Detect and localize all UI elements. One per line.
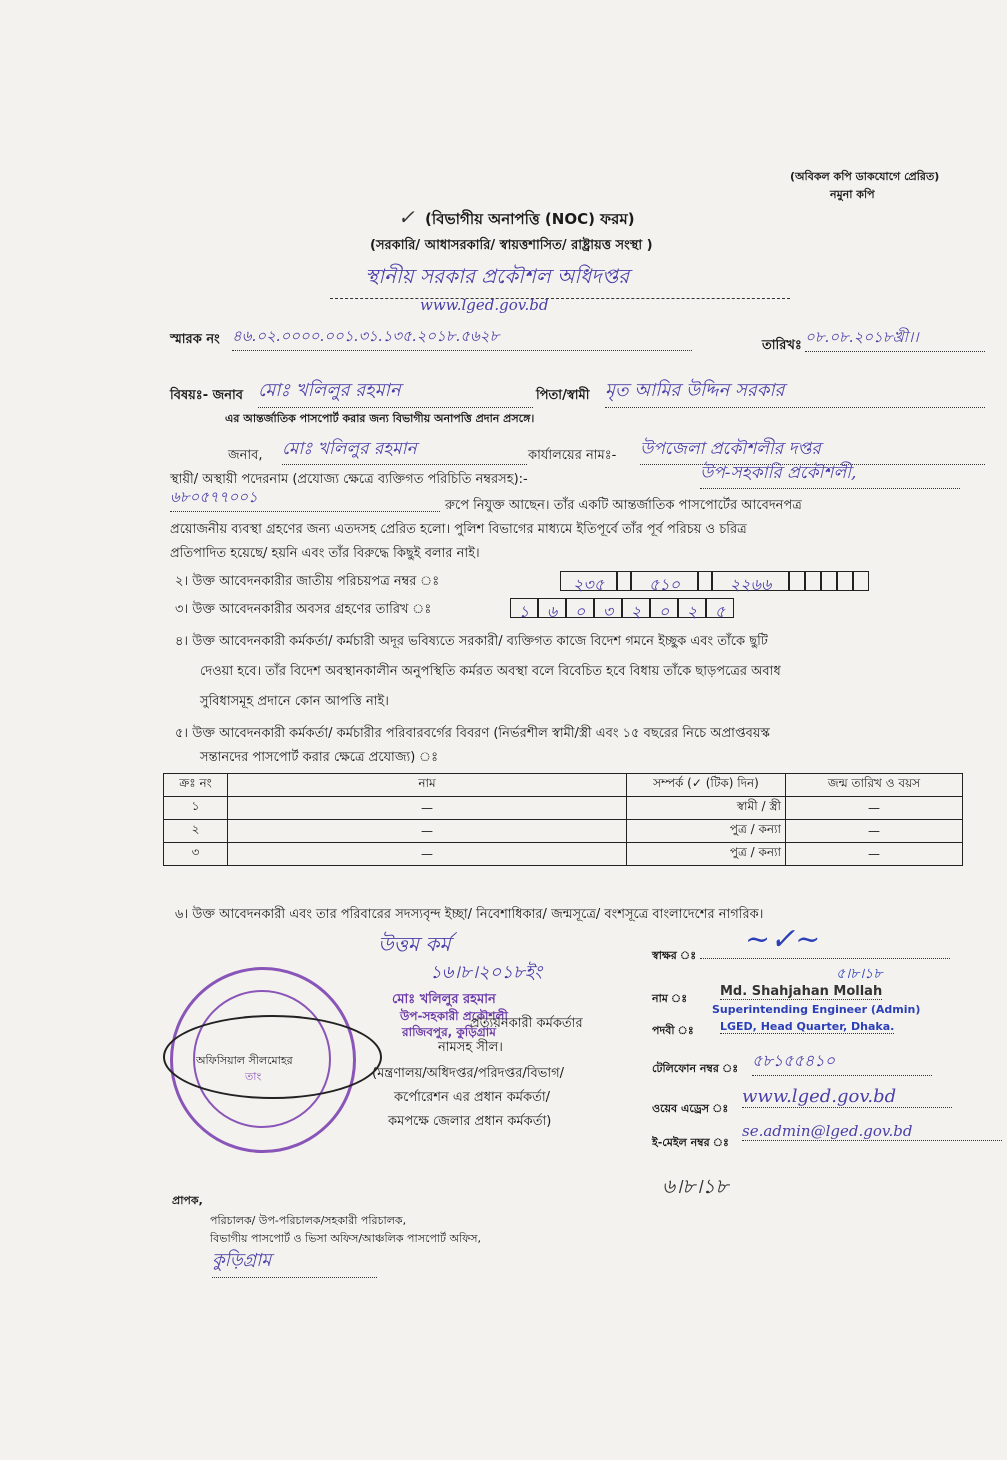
left-sign-date: ১৬।৮।২০১৮ইং (430, 962, 542, 983)
father-label: পিতা/স্বামী (536, 388, 590, 403)
subject-label: বিষয়ঃ- জনাব (170, 388, 244, 403)
nid-gap (698, 571, 712, 591)
row-serial: ২ (164, 820, 228, 843)
copy-note: (অবিকল কপি ডাকযোগে প্রেরিত) (790, 170, 940, 183)
col-relation: সম্পর্ক (✓ (টিক) দিন) (627, 774, 786, 797)
row-dob: — (786, 820, 963, 843)
certifier-label: প্রত্যয়নকারী কর্মকর্তার (470, 1016, 583, 1031)
office-label: কার্যালয়ের নামঃ- (528, 448, 617, 463)
post-name: উপ-সহকারি প্রকৌশলী, (700, 460, 960, 489)
table-row (164, 820, 963, 843)
memo-date: ০৮.০৮.২০১৮খ্রী।। (805, 326, 985, 352)
col-name: নাম (228, 774, 627, 797)
nid-gap (853, 571, 869, 591)
retire-digit: ২ (622, 598, 650, 618)
subject-line2: এর আন্তর্জাতিক পাসপোর্ট করার জন্য বিভাগীয় অনাপত্তি প্রদান প্রসঙ্গে। (225, 412, 535, 425)
left-signature: উত্তম কর্ম (378, 932, 451, 956)
retire-digit: ৫ (706, 598, 734, 618)
family-table (163, 773, 963, 866)
janab-label: জনাব, (228, 448, 263, 463)
email-value: se.admin@lged.gov.bd (742, 1122, 1002, 1141)
row-dob: — (786, 843, 963, 866)
table-row (164, 843, 963, 866)
row-name: — (228, 820, 627, 843)
header-underline (330, 298, 790, 299)
nid-gap (805, 571, 821, 591)
nid-gap (821, 571, 837, 591)
nid-part-3: ২২৬৬ (712, 571, 789, 591)
nid-label: ২। উক্ত আবেদনকারীর জাতীয় পরিচয়পত্র নম্বর ঃ (175, 574, 440, 589)
form-title: (বিভাগীয় অনাপত্তি (NOC) ফরম) (425, 210, 635, 228)
row-name: — (228, 843, 627, 866)
seal-name: মোঃ খলিলুর রহমান (392, 992, 496, 1007)
form-subtitle: (সরকারি/ আধাসরকারি/ স্বায়ত্তশাসিত/ রাষ্ট্রায়ত্ত সংস্থা ) (370, 238, 653, 253)
ministry-line3: কমপক্ষে জেলার প্রধান কর্মকর্তা) (388, 1114, 552, 1129)
recipient-line2: বিভাগীয় পাসপোর্ট ও ভিসা অফিস/আঞ্চলিক পাসপোর্ট অফিস, (210, 1232, 481, 1245)
web-label: ওয়েব এড্রেস ঃ (652, 1102, 729, 1115)
tick-mark: ✓ (398, 205, 415, 229)
row-relation: পুত্র / কন্যা (627, 820, 786, 843)
item4-line2: দেওয়া হবে। তাঁর বিদেশ অবস্থানকালীন অনুপস্থিতি কর্মরত অবস্থা বলে বিবেচিত হবে বিধায় তাঁকে ছাড়পত্রের অবাধ (200, 664, 781, 679)
recipient-label: প্রাপক, (172, 1194, 203, 1207)
item6: ৬। উক্ত আবেদনকারী এবং তার পরিবারের সদস্যবৃন্দ ইচ্ছা/ নিবেশাধিকার/ জন্মসূত্রে/ বংশসূত্রে বাংলাদেশের নাগরিক। (175, 907, 764, 922)
post-label-right: পদবী ঃ (652, 1024, 694, 1037)
father-name: মৃত আমির উদ্দিন সরকার (605, 376, 985, 408)
name-label: নাম ঃ (652, 992, 688, 1005)
ministry-line1: (মন্ত্রণালয়/অধিদপ্তর/পরিদপ্তর/বিভাগ/ (372, 1066, 565, 1081)
initial-signature: ৬।৮।১৮ (662, 1174, 729, 1198)
personal-id: ৬৮০৫৭৭০০১ (170, 486, 440, 512)
officer-name: Md. Shahjahan Mollah (720, 984, 883, 999)
memo-number: ৪৬.০২.০০০০.০০১.৩১.১৩৫.২০১৮.৫৬২৮ (232, 325, 692, 351)
right-signature: ~✓~ (745, 922, 821, 957)
memo-label: স্মারক নং (170, 332, 220, 347)
phone-label: টেলিফোন নম্বর ঃ (652, 1062, 739, 1075)
retire-digit: ০ (650, 598, 678, 618)
right-sign-date: ৫।৮।১৮ (836, 966, 883, 982)
nid-gap (837, 571, 853, 591)
signature-label: স্বাক্ষর ঃ (652, 949, 697, 962)
signature-line (700, 958, 950, 959)
para-name: মোঃ খলিলুর রহমান (282, 436, 527, 465)
row-serial: ১ (164, 797, 228, 820)
nid-gap (617, 571, 631, 591)
phone-value: ৫৮১৫৫৪১০ (752, 1048, 932, 1076)
email-label: ই-মেইল নম্বর ঃ (652, 1136, 729, 1149)
subject-name: মোঃ খলিলুর রহমান (258, 376, 533, 408)
sample-copy-note: নমুনা কপি (830, 188, 875, 201)
retirement-boxes (510, 597, 734, 621)
table-header-row (164, 774, 963, 797)
seal-designation: উপ-সহকারী প্রকৌশলী (400, 1009, 508, 1023)
row-serial: ৩ (164, 843, 228, 866)
row-relation: পুত্র / কন্যা (627, 843, 786, 866)
para-rest2: প্রয়োজনীয় ব্যবস্থা গ্রহণের জন্য এতদসহ প্রেরিত হলো। পুলিশ বিভাগের মাধ্যমে ইতিপূর্বে তাঁর পূর্ব পরিচয় ও চরিত্র (170, 522, 747, 537)
item4-line3: সুবিধাসমূহ প্রদানে কোন আপত্তি নাই। (200, 694, 389, 709)
item4-line1: ৪। উক্ত আবেদনকারী কর্মকর্তা/ কর্মচারী অদূর ভবিষ্যতে সরকারী/ ব্যক্তিগত কাজে বিদেশ গমনে ইচ্ছুক এবং তাঁকে ছুটি (175, 634, 768, 649)
nid-gap (789, 571, 805, 591)
retire-digit: ৩ (594, 598, 622, 618)
col-serial: ক্রঃ নং (164, 774, 228, 797)
row-dob: — (786, 797, 963, 820)
item5-line2: সন্তানদের পাসপোর্ট করার ক্ষেত্রে প্রযোজ্য) ঃ (200, 750, 439, 765)
para-rest1: রুপে নিযুক্ত আছেন। তাঁর একটি আন্তর্জাতিক পাসপোর্টের আবেদনপত্র (445, 498, 802, 513)
nid-boxes (560, 570, 869, 594)
retire-digit: ২ (678, 598, 706, 618)
retire-digit: ০ (566, 598, 594, 618)
date-label: তারিখঃ (762, 338, 802, 353)
office-name: উপজেলা প্রকৌশলীর দপ্তর (640, 436, 985, 465)
col-dob: জন্ম তারিখ ও বয়স (786, 774, 963, 797)
nid-part-2: ৫১০ (631, 571, 698, 591)
web-value: www.lged.gov.bd (742, 1086, 952, 1108)
official-seal-label: অফিসিয়াল সীলমোহর (196, 1054, 293, 1067)
row-relation: স্বামী / স্ত্রী (627, 797, 786, 820)
row-name: — (228, 797, 627, 820)
seal-date-label: তাং (245, 1070, 262, 1083)
retirement-label: ৩। উক্ত আবেদনকারীর অবসর গ্রহণের তারিখ ঃ (175, 602, 432, 617)
seal-with-name: নামসহ সীল। (438, 1040, 503, 1055)
post-label: স্থায়ী/ অস্থায়ী পদেরনাম (প্রযোজ্য ক্ষেত্রে ব্যক্তিগত পরিচিতি নম্বরসহ):- (170, 472, 528, 487)
seal-location: রাজিবপুর, কুড়িগ্রাম (402, 1025, 496, 1039)
recipient-line1: পরিচালক/ উপ-পরিচালক/সহকারী পরিচালক, (210, 1214, 407, 1227)
table-row (164, 797, 963, 820)
nid-part-1: ২৩৫ (560, 571, 617, 591)
retire-digit: ১ (510, 598, 538, 618)
para-rest3: প্রতিপাদিত হয়েছে/ হয়নি এবং তাঁর বিরুদ্ধে কিছুই বলার নাই। (170, 546, 480, 561)
recipient-district: কুড়িগ্রাম (212, 1246, 377, 1278)
ministry-line2: কর্পোরেশন এর প্রধান কর্মকর্তা/ (394, 1090, 551, 1105)
retire-digit: ৬ (538, 598, 566, 618)
officer-designation: Superintending Engineer (Admin) (712, 1003, 921, 1016)
item5-line1: ৫। উক্ত আবেদনকারী কর্মকর্তা/ কর্মচারীর পরিবারবর্গের বিবরণ (নির্ভরশীল স্বামী/স্ত্রী এবং ১৫ বছরের নিচে অপ্রাপ্তবয়স্ক (175, 726, 770, 741)
website-handwritten: www.lged.gov.bd (420, 296, 549, 314)
office-name-handwritten: স্থানীয় সরকার প্রকৌশল অধিদপ্তর (365, 264, 630, 288)
officer-post: LGED, Head Quarter, Dhaka. (720, 1020, 895, 1033)
